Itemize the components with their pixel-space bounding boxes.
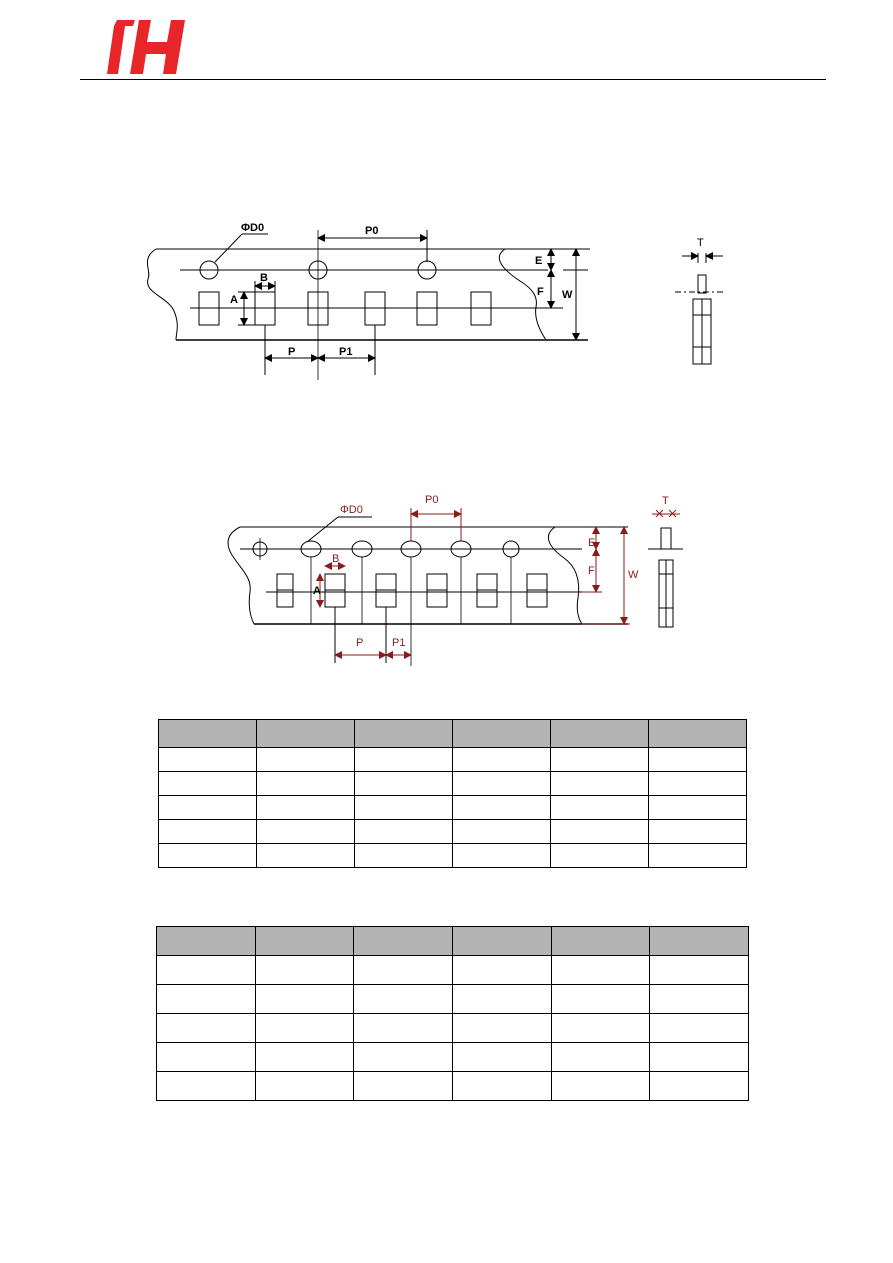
table-cell: [255, 1072, 354, 1101]
table-row: [159, 748, 747, 772]
company-logo: [105, 18, 189, 76]
table-cell: [649, 820, 747, 844]
logo-left-stroke: [107, 20, 135, 74]
table-cell: [157, 1072, 256, 1101]
table-cell: [159, 844, 257, 868]
table-cell: [650, 1014, 749, 1043]
header-cell: [257, 720, 355, 748]
table-cell: [257, 844, 355, 868]
header-cell: [453, 720, 551, 748]
table-cell: [255, 1014, 354, 1043]
table-cell: [650, 956, 749, 985]
table-cell: [551, 985, 650, 1014]
header-cell: [649, 720, 747, 748]
table-cell: [452, 1014, 551, 1043]
table-cell: [157, 956, 256, 985]
table-cell: [650, 1072, 749, 1101]
header-cell: [551, 720, 649, 748]
p1-label: P1: [339, 346, 353, 358]
spec-table-2: [156, 926, 749, 1101]
table-cell: [157, 1014, 256, 1043]
header-cell: [255, 927, 354, 956]
table-cell: [551, 820, 649, 844]
table-cell: [354, 1072, 453, 1101]
table-cell: [453, 748, 551, 772]
table-cell: [452, 956, 551, 985]
table-cell: [355, 772, 453, 796]
a-label: A: [230, 294, 238, 306]
table-cell: [551, 1014, 650, 1043]
table-row: [159, 772, 747, 796]
table-cell: [355, 844, 453, 868]
table-cell: [452, 985, 551, 1014]
b-label-2: B: [332, 553, 340, 565]
table-cell: [159, 772, 257, 796]
table-cell: [354, 956, 453, 985]
table-cell: [255, 1043, 354, 1072]
table-cell: [453, 844, 551, 868]
header-cell: [157, 927, 256, 956]
table-row: [157, 1043, 749, 1072]
table-cell: [453, 772, 551, 796]
table-row: [157, 1014, 749, 1043]
table-cell: [159, 796, 257, 820]
table-cell: [354, 1014, 453, 1043]
table-cell: [453, 796, 551, 820]
table-cell: [355, 748, 453, 772]
a-label-2: A: [313, 585, 321, 597]
table-cell: [257, 796, 355, 820]
header-cell: [159, 720, 257, 748]
table-row: [157, 1072, 749, 1101]
w-label: W: [562, 289, 573, 301]
table-cell: [551, 1072, 650, 1101]
table-cell: [159, 820, 257, 844]
p-label-2: P: [356, 637, 364, 649]
table-row: [157, 956, 749, 985]
table-row: [159, 796, 747, 820]
table-cell: [354, 1043, 453, 1072]
tape-diagram-2: [220, 488, 690, 666]
table-cell: [257, 748, 355, 772]
table-cell: [551, 772, 649, 796]
f-label: F: [537, 286, 544, 298]
table-cell: [453, 820, 551, 844]
table-cell: [257, 820, 355, 844]
table-cell: [551, 844, 649, 868]
table-cell: [257, 772, 355, 796]
d0-label: ΦD0: [241, 222, 265, 234]
table-cell: [355, 820, 453, 844]
t-label-2: T: [662, 495, 669, 507]
table-cell: [355, 796, 453, 820]
t-label: T: [697, 237, 704, 249]
table-cell: [649, 844, 747, 868]
p1-label-2: P1: [392, 637, 406, 649]
p0-label-2: P0: [425, 494, 439, 506]
header-rule: [80, 79, 826, 80]
table-cell: [354, 985, 453, 1014]
table-row: [159, 844, 747, 868]
header-cell: [650, 927, 749, 956]
table-cell: [551, 1043, 650, 1072]
table-cell: [452, 1043, 551, 1072]
d0-label-2: ΦD0: [340, 504, 363, 516]
w-label-2: W: [628, 569, 639, 581]
table-cell: [157, 985, 256, 1014]
table-cell: [650, 1043, 749, 1072]
b-label: B: [260, 272, 268, 284]
spec-table-1: [158, 719, 747, 868]
logo-mark-body: [130, 20, 185, 74]
table-cell: [255, 956, 354, 985]
table-cell: [255, 985, 354, 1014]
table-cell: [551, 956, 650, 985]
p0-label: P0: [365, 225, 379, 237]
table-cell: [159, 748, 257, 772]
f-label-2: F: [588, 565, 595, 577]
table-row: [159, 820, 747, 844]
header-cell: [355, 720, 453, 748]
table-cell: [452, 1072, 551, 1101]
header-cell: [452, 927, 551, 956]
e-label-2: E: [588, 537, 596, 549]
tape-diagram-1: [138, 215, 738, 380]
table-header-row: [157, 927, 749, 956]
table-cell: [157, 1043, 256, 1072]
table-row: [157, 985, 749, 1014]
table-cell: [649, 748, 747, 772]
table-cell: [649, 772, 747, 796]
header-cell: [551, 927, 650, 956]
p-label: P: [288, 346, 296, 358]
table-cell: [551, 748, 649, 772]
table-header-row: [159, 720, 747, 748]
table-cell: [650, 985, 749, 1014]
table-cell: [649, 796, 747, 820]
table-cell: [551, 796, 649, 820]
header-cell: [354, 927, 453, 956]
e-label: E: [535, 255, 543, 267]
